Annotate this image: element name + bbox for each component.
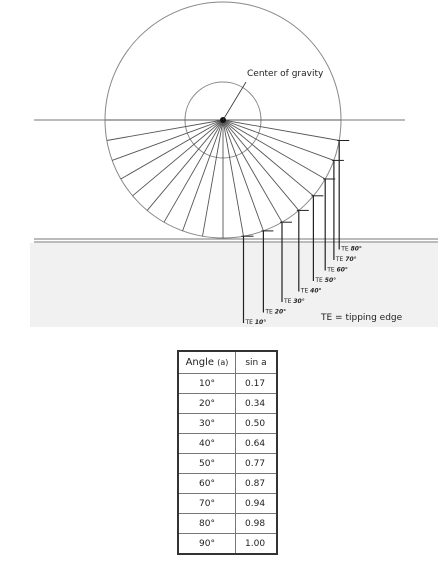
tipping-edge-label — [300, 288, 322, 295]
table-row — [178, 454, 277, 474]
tipping-edge-label — [340, 246, 362, 253]
angle-header-main: Angle — [185, 357, 215, 368]
tipping-edge-label-prefix: TE — [335, 256, 346, 263]
tipping-edge-label-prefix: TE — [327, 266, 337, 274]
table-row — [178, 394, 277, 414]
tipping-edge-label-prefix: TE — [245, 319, 255, 326]
tipping-edge-label-angle: 40° — [310, 287, 322, 295]
tipping-edge-label-prefix: TE — [265, 308, 275, 316]
angle-cell: 80° — [178, 514, 236, 534]
angle-cell: 30° — [178, 414, 236, 434]
angle-cell: 10° — [178, 374, 236, 394]
angle-cell: 50° — [178, 454, 236, 474]
sin-cell: 0.64 — [236, 434, 278, 454]
tipping-edge-label-prefix: TE — [284, 298, 294, 305]
table-row — [178, 414, 277, 434]
tipping-edge-label-angle: 30° — [293, 298, 305, 305]
sin-cell: 0.87 — [236, 474, 278, 494]
tipping-edge-legend: TE = tipping edge — [321, 313, 403, 323]
angle-header — [178, 351, 236, 374]
tipping-edge-label — [245, 319, 267, 326]
tipping-edge-label — [335, 256, 357, 263]
table-row — [178, 434, 277, 454]
angle-cell: 60° — [178, 474, 236, 494]
tipping-edge-label-angle: 70° — [345, 256, 357, 263]
tipping-edge-label — [283, 298, 305, 305]
table-row — [178, 534, 277, 555]
center-of-gravity-label: Center of gravity — [247, 69, 324, 79]
sin-header: sin a — [236, 351, 278, 374]
table-row — [178, 494, 277, 514]
angle-cell: 20° — [178, 394, 236, 414]
tipping-edge-label-angle: 80° — [350, 245, 362, 253]
sin-cell: 0.98 — [236, 514, 278, 534]
tipping-edge-label-angle: 10° — [254, 319, 267, 326]
sin-cell: 0.94 — [236, 494, 278, 514]
table-row — [178, 374, 277, 394]
tipping-edge-label-angle: 60° — [336, 266, 348, 274]
sin-cell: 0.34 — [236, 394, 278, 414]
sine-table — [177, 350, 278, 555]
table-row — [178, 514, 277, 534]
tipping-edge-label — [326, 267, 348, 274]
angle-cell: 40° — [178, 434, 236, 454]
tipping-edge-label — [264, 309, 286, 316]
sin-cell: 1.00 — [236, 534, 278, 555]
tipping-edge-label — [314, 277, 336, 284]
center-label-leader — [223, 82, 246, 120]
table-header-row — [178, 351, 277, 374]
radial-lines — [105, 120, 341, 238]
angle-cell: 90° — [178, 534, 236, 555]
tipping-edge-label-prefix: TE — [300, 287, 311, 295]
sin-cell: 0.77 — [236, 454, 278, 474]
table-row — [178, 474, 277, 494]
tipping-edge-label-prefix: TE — [315, 277, 325, 284]
tipping-edge-label-angle: 20° — [274, 308, 287, 316]
tipping-edge-label-prefix: TE — [341, 245, 351, 253]
sin-cell: 0.17 — [236, 374, 278, 394]
tipping-edge-label-angle: 50° — [324, 277, 337, 284]
sin-cell: 0.50 — [236, 414, 278, 434]
angle-cell: 70° — [178, 494, 236, 514]
angle-header-unit: (a) — [217, 358, 229, 367]
